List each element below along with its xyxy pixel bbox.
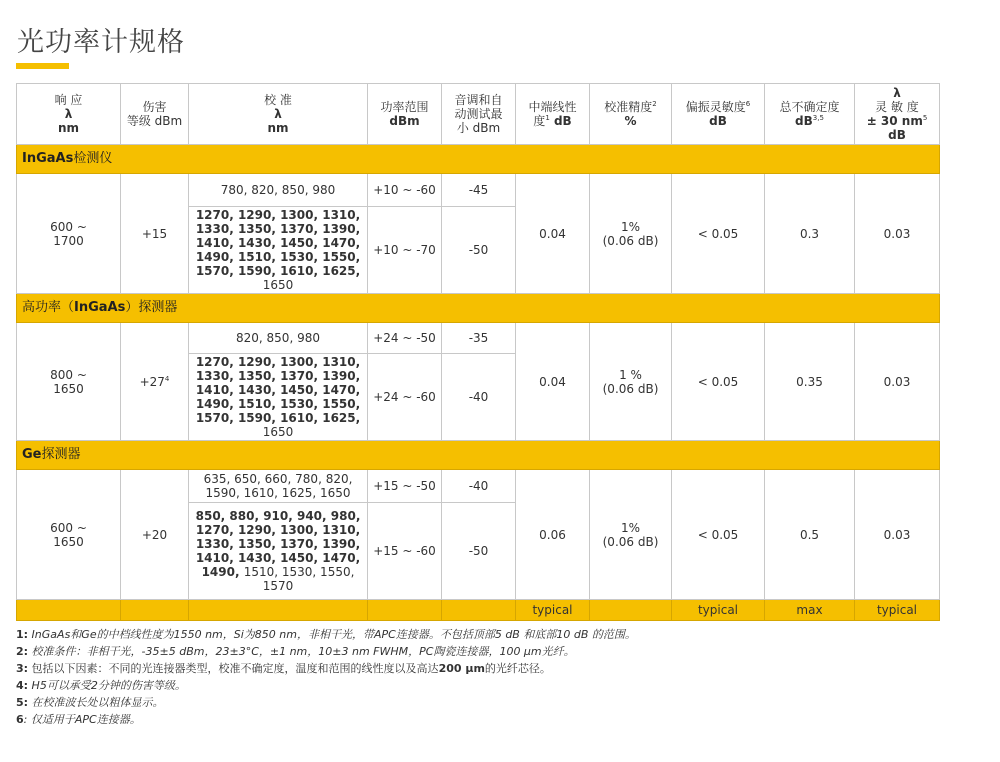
footer-cell <box>121 600 189 621</box>
response-cell: 600 ~ 1700 <box>17 174 121 294</box>
power-range-cell: +15 ~ -60 <box>368 503 442 600</box>
calibration-cell <box>189 207 368 294</box>
linearity-cell: 0.06 <box>516 470 590 600</box>
page-title: 光功率计规格 <box>17 27 185 58</box>
footer-cell <box>17 600 121 621</box>
section-title-rest: 检测仪 <box>73 151 113 166</box>
table-row <box>17 323 940 354</box>
footnote-number: 2: <box>16 645 29 658</box>
footer-cell <box>189 600 368 621</box>
section-title-bold: InGaAs <box>74 300 126 315</box>
section-row <box>17 145 940 174</box>
accuracy-cell: 1% (0.06 dB) <box>590 174 672 294</box>
calibration-normal: 780, 820, 850, 980 <box>220 183 336 197</box>
header-tone: 音调和自 动测试最 小 dBm <box>442 84 516 145</box>
tone-cell: -50 <box>442 207 516 294</box>
title-underline <box>16 63 69 69</box>
footnote-text: : 仅适用于APC连接器。 <box>23 713 141 726</box>
section-title-prefix: 高功率（ <box>22 300 75 315</box>
footnote-item <box>16 643 946 660</box>
footnote-number: 4: <box>16 679 29 692</box>
footnote-text: H5可以承受2分钟的伤害等级。 <box>28 679 186 692</box>
calibration-cell <box>189 354 368 441</box>
footnote-number: 3: <box>16 662 29 675</box>
accuracy-cell: 1 % (0.06 dB) <box>590 323 672 441</box>
calibration-bold: 850, 880, 910, 940, 980, 1270, 1290, 1300, 1310, 1330, 1350, 1370, 1390, 1410, 1430, 1450, 1470, 1490, <box>195 509 361 579</box>
calibration-normal: 635, 650, 660, 780, 820, 1590, 1610, 1625, 1650 <box>203 472 353 500</box>
footnote-number: 5: <box>16 696 29 709</box>
calibration-cell <box>189 174 368 207</box>
damage-value: +20 <box>141 527 168 542</box>
calibration-cell <box>189 323 368 354</box>
uncertainty-cell: 0.3 <box>765 174 855 294</box>
damage-cell <box>121 470 189 600</box>
footer-cell: max <box>765 600 855 621</box>
tone-cell: -45 <box>442 174 516 207</box>
response-cell: 800 ~ 1650 <box>17 323 121 441</box>
footnote-item <box>16 626 946 643</box>
power-range-cell: +24 ~ -50 <box>368 323 442 354</box>
section-title-bold: Ge <box>22 447 42 462</box>
header-response: 响 应 λ nm <box>17 84 121 145</box>
spec-table <box>16 83 940 621</box>
power-range-cell: +10 ~ -60 <box>368 174 442 207</box>
table-row <box>17 470 940 503</box>
footer-cell <box>590 600 672 621</box>
footnote-number: 1: <box>16 628 29 641</box>
damage-value: +27 <box>139 374 165 389</box>
footer-cell: typical <box>855 600 940 621</box>
header-row <box>17 84 940 145</box>
calibration-normal: 1510, 1530, 1550, 1570 <box>243 565 355 593</box>
section-row <box>17 441 940 470</box>
calibration-cell <box>189 470 368 503</box>
wavelength-cell: 0.03 <box>855 174 940 294</box>
calibration-bold: 1270, 1290, 1300, 1310, 1330, 1350, 1370, 1390, 1410, 1430, 1450, 1470, 1490, 1510, 1530, 1550, 1570, 1590, 1610, 1625, <box>195 355 361 425</box>
linearity-cell: 0.04 <box>516 323 590 441</box>
calibration-cell <box>189 503 368 600</box>
accuracy-cell: 1% (0.06 dB) <box>590 470 672 600</box>
footer-cell <box>442 600 516 621</box>
table-row <box>17 174 940 207</box>
section-title-bold: InGaAs <box>22 151 74 166</box>
wavelength-cell: 0.03 <box>855 323 940 441</box>
damage-cell <box>121 174 189 294</box>
footer-cell <box>368 600 442 621</box>
footnote-item <box>16 711 946 728</box>
calibration-normal: 820, 850, 980 <box>236 331 320 345</box>
uncertainty-cell: 0.35 <box>765 323 855 441</box>
tone-cell: -35 <box>442 323 516 354</box>
footnotes <box>16 626 946 728</box>
section-title <box>17 145 940 174</box>
calibration-normal: 1650 <box>262 425 294 439</box>
header-damage: 伤害 等级 dBm <box>121 84 189 145</box>
footnote-number: 6 <box>16 713 24 726</box>
footer-row <box>17 600 940 621</box>
linearity-cell: 0.04 <box>516 174 590 294</box>
power-range-cell: +24 ~ -60 <box>368 354 442 441</box>
pdl-cell: < 0.05 <box>672 470 765 600</box>
footnote-item <box>16 660 946 677</box>
section-title <box>17 294 940 323</box>
tone-cell: -40 <box>442 470 516 503</box>
header-pdl: 偏振灵敏度$^6$ dB <box>672 84 765 145</box>
footnote-text: InGaAs和Ge的中档线性度为1550 nm，Si为850 nm，非相干光，带APC连接器。不包括顶部5 dB 和底部10 dB 的范围。 <box>28 628 636 641</box>
tone-cell: -50 <box>442 503 516 600</box>
header-uncertainty: 总不确定度 dB$^{3,5}$ <box>765 84 855 145</box>
section-row <box>17 294 940 323</box>
header-wavelength: λ 灵 敏 度 ± 30 $nm^5$ dB <box>855 84 940 145</box>
power-range-cell: +15 ~ -50 <box>368 470 442 503</box>
footnote-text: 包括以下因素：不同的光连接器类型，校准不确定度，温度和范围的线性度以及高达 <box>28 662 439 675</box>
footnote-item <box>16 694 946 711</box>
header-accuracy: 校准精度$^2$ % <box>590 84 672 145</box>
power-range-cell: +10 ~ -70 <box>368 207 442 294</box>
tone-cell: -40 <box>442 354 516 441</box>
footnote-text: 校准条件：非相干光，-35±5 dBm，23±3°C，±1 nm，10±3 nm FWHM，PC陶瓷连接器，100 μm光纤。 <box>28 645 575 658</box>
section-title <box>17 441 940 470</box>
pdl-cell: < 0.05 <box>672 323 765 441</box>
header-linearity: 中端线性 度$^1$ dB <box>516 84 590 145</box>
footnote-bold: 200 μm <box>438 662 485 675</box>
uncertainty-cell: 0.5 <box>765 470 855 600</box>
damage-cell <box>121 323 189 441</box>
section-title-rest: ）探测器 <box>125 300 178 315</box>
response-cell: 600 ~ 1650 <box>17 470 121 600</box>
calibration-bold: 1270, 1290, 1300, 1310, 1330, 1350, 1370, 1390, 1410, 1430, 1450, 1470, 1490, 1510, 1530, 1550, 1570, 1590, 1610, 1625, <box>195 208 361 278</box>
wavelength-cell: 0.03 <box>855 470 940 600</box>
footnote-text-after: 的光纤芯径。 <box>484 662 551 675</box>
pdl-cell: < 0.05 <box>672 174 765 294</box>
damage-footnote: 4 <box>164 374 170 383</box>
header-calibration: 校 准 λ nm <box>189 84 368 145</box>
damage-value: +15 <box>141 226 168 241</box>
section-title-rest: 探测器 <box>41 447 81 462</box>
calibration-normal: 1650 <box>262 278 294 292</box>
footer-cell: typical <box>516 600 590 621</box>
footnote-text: 在校准波长处以粗体显示。 <box>28 696 164 709</box>
footnote-item <box>16 677 946 694</box>
header-power-range: 功率范围 dBm <box>368 84 442 145</box>
footer-cell: typical <box>672 600 765 621</box>
